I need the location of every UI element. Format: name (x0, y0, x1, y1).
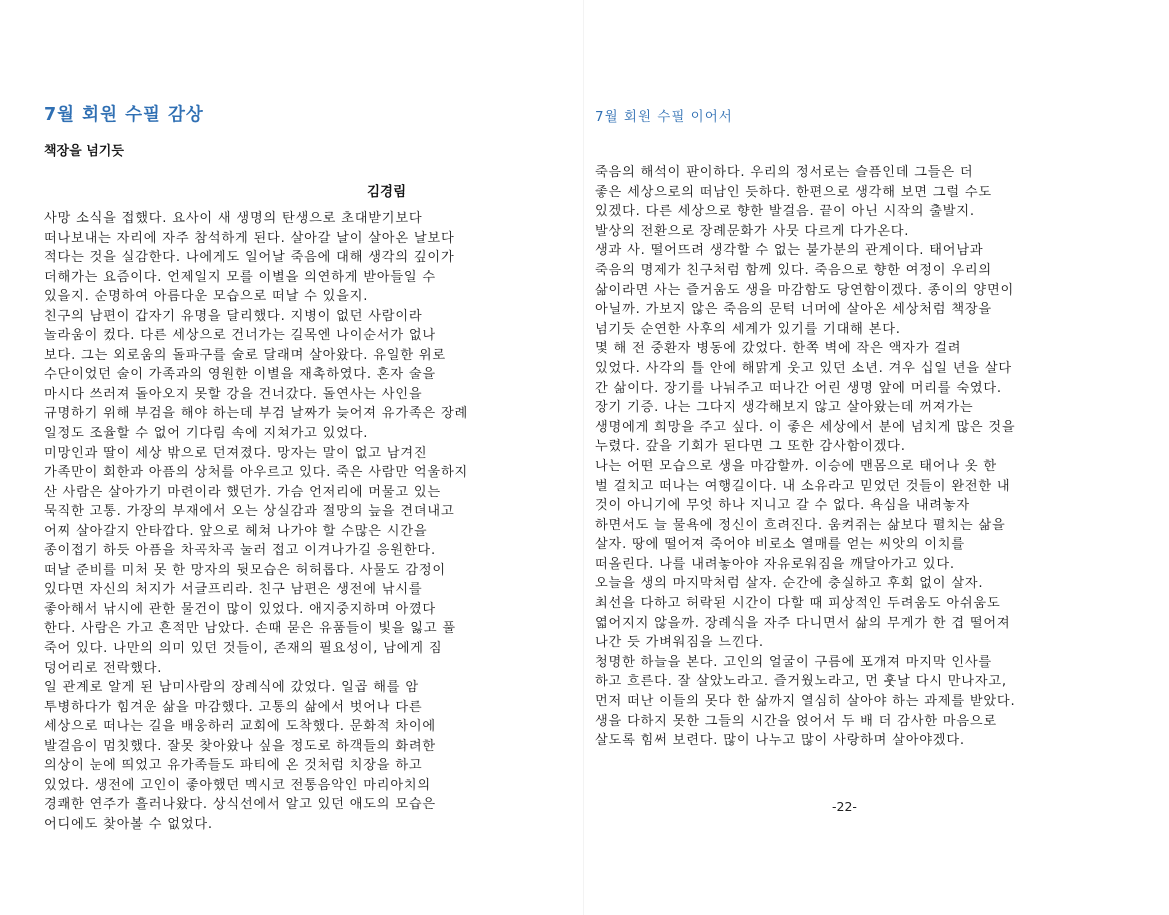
text-line: 간 삶이다. 장기를 나눠주고 떠나간 어린 생명 앞에 머리를 숙였다. (595, 380, 1002, 396)
text-line: 떠날 준비를 미처 못 한 망자의 뒷모습은 허허롭다. 사물도 감정이 (44, 562, 446, 578)
text-line: 하면서도 늘 물욕에 정신이 흐려진다. 움켜쥐는 삶보다 펼치는 삶을 (595, 517, 1006, 533)
text-line: 누렸다. 갚을 기회가 된다면 그 또한 감사함이겠다. (595, 439, 906, 455)
text-line: 나간 듯 가벼워짐을 느낀다. (595, 635, 764, 651)
essay-title: 책장을 넘기듯 (44, 144, 124, 159)
text-line: 어디에도 찾아볼 수 없었다. (44, 816, 213, 832)
text-line: 묵직한 고통. 가장의 부재에서 오는 상실감과 절망의 늪을 견뎌내고 (44, 504, 455, 520)
continued-heading: 7월 회원 수필 이어서 (595, 109, 733, 125)
text-line: 장기 기증. 나는 그다지 생각해보지 않고 살아왔는데 꺼져가는 (595, 400, 974, 416)
text-line: 수단이었던 술이 가족과의 영원한 이별을 재촉하였다. 혼자 술을 (44, 367, 436, 383)
text-line: 있겠다. 다른 세상으로 향한 발걸음. 끝이 아닌 시작의 출발지. (595, 204, 975, 220)
text-line: 사망 소식을 접했다. 요사이 새 생명의 탄생으로 초대받기보다 (44, 211, 423, 226)
text-line: 한다. 사람은 가고 흔적만 남았다. 손때 묻은 유품들이 빛을 잃고 풀 (44, 621, 456, 637)
text-line: 최선을 다하고 허락된 시간이 다할 때 피상적인 두려움도 아쉬움도 (595, 596, 1001, 612)
text-line: 의상이 눈에 띄었고 유가족들도 파티에 온 것처럼 치장을 하고 (44, 758, 423, 774)
essay-body-left (44, 209, 468, 835)
text-line: 나는 어떤 모습으로 생을 마감할까. 이승에 맨몸으로 태어나 옷 한 (595, 458, 997, 474)
text-line: 산 사람은 살아가기 마련이라 했던가. 가슴 언저리에 머물고 있는 (44, 484, 441, 500)
text-line: 죽음의 해석이 판이하다. 우리의 정서로는 슬픔인데 그들은 더 (595, 165, 974, 180)
text-line: 좋은 세상으로의 떠남인 듯하다. 한편으로 생각해 보면 그럴 수도 (595, 184, 992, 200)
text-line: 살자. 땅에 떨어져 죽어야 비로소 열매를 얻는 씨앗의 이치를 (595, 537, 965, 553)
essay-body-right (595, 163, 1015, 751)
text-line: 있다면 자신의 처지가 서글프리라. 친구 남편은 생전에 낚시를 (44, 582, 423, 598)
right-page (584, 0, 1169, 915)
text-line: 청명한 하늘을 본다. 고인의 얼굴이 구름에 포개져 마지막 인사를 (595, 654, 992, 670)
text-line: 친구의 남편이 갑자기 유명을 달리했다. 지병이 없던 사람이라 (44, 308, 423, 324)
text-line: 적다는 것을 실감한다. 나에게도 일어날 죽음에 대해 생각의 깊이가 (44, 250, 455, 266)
text-line: 하고 흐른다. 잘 살았노라고. 즐거웠노라고, 먼 훗날 다시 만나자고, (595, 674, 1007, 690)
text-line: 보다. 그는 외로움의 돌파구를 술로 달래며 살아왔다. 유일한 위로 (44, 347, 446, 363)
text-line: 규명하기 위해 부검을 해야 하는데 부검 날짜가 늦어져 유가족은 장례 (44, 406, 469, 422)
text-line: 벌 걸치고 떠나는 여행길이다. 내 소유라고 믿었던 것들이 완전한 내 (595, 478, 1011, 494)
text-line: 발걸음이 멈칫했다. 잘못 찾아왔나 싶을 정도로 하객들의 화려한 (44, 738, 436, 754)
text-line: 떠올린다. 나를 내려놓아야 자유로워짐을 깨달아가고 있다. (595, 556, 955, 572)
text-line: 종이접기 하듯 아픔을 차곡차곡 눌러 접고 이겨나가길 응원한다. (44, 543, 436, 559)
text-line: 삶이라면 사는 즐거움도 생을 마감함도 당연함이겠다. 종이의 양면이 (595, 282, 1015, 298)
text-line: 세상으로 떠나는 길을 배웅하러 교회에 도착했다. 문화적 차이에 (44, 719, 436, 735)
text-line: 일정도 조율할 수 없어 기다림 속에 지쳐가고 있었다. (44, 426, 369, 442)
text-line: 죽어 있다. 나만의 의미 있던 것들이, 존재의 필요성이, 남에게 짐 (44, 641, 443, 657)
text-line: 엷어지지 않을까. 장례식을 자주 다니면서 삶의 무게가 한 겹 떨어져 (595, 615, 1011, 631)
text-line: 투병하다가 힘겨운 삶을 마감했다. 고통의 삶에서 벗어나 다른 (44, 699, 423, 715)
text-line: 놀라움이 컸다. 다른 세상으로 건너가는 길목엔 나이순서가 없나 (44, 328, 436, 344)
text-line: 것이 아니기에 무엇 하나 지니고 갈 수 없다. 욕심을 내려놓자 (595, 498, 970, 514)
text-line: 생을 다하지 못한 그들의 시간을 얹어서 두 배 더 감사한 마음으로 (595, 713, 997, 729)
text-line: 생과 사. 떨어뜨려 생각할 수 없는 불가분의 관계이다. 태어남과 (595, 243, 984, 259)
text-line: 마시다 쓰러져 돌아오지 못할 강을 건너갔다. 돌연사는 사인을 (44, 386, 423, 402)
text-line: 어찌 살아갈지 안타깝다. 앞으로 헤쳐 나가야 할 수많은 시간을 (44, 523, 428, 539)
text-line: 아닐까. 가보지 않은 죽음의 문턱 너머에 살아온 세상처럼 책장을 (595, 302, 992, 318)
text-line: 있었다. 생전에 고인이 좋아했던 멕시코 전통음악인 마리아치의 (44, 777, 431, 793)
text-line: 일 관계로 알게 된 남미사람의 장례식에 갔었다. 일곱 해를 암 (44, 680, 419, 696)
text-line: 오늘을 생의 마지막처럼 살자. 순간에 충실하고 후회 없이 살자. (595, 576, 984, 592)
text-line: 넘기듯 순연한 사후의 세계가 있기를 기대해 본다. (595, 321, 901, 337)
text-line: 살도록 힘써 보련다. 많이 나누고 많이 사랑하며 살아야겠다. (595, 733, 965, 749)
page-heading: 7월 회원 수필 감상 (44, 105, 204, 125)
text-line: 발상의 전환으로 장례문화가 사뭇 다르게 다가온다. (595, 223, 910, 239)
text-line: 죽음의 명제가 친구처럼 함께 있다. 죽음으로 향한 여정이 우리의 (595, 262, 992, 278)
text-line: 가족만이 회한과 아픔의 상처를 아우르고 있다. 죽은 사람만 억울하지 (44, 465, 469, 481)
text-line: 떠나보내는 자리에 자주 참석하게 된다. 살아갈 날이 살아온 날보다 (44, 230, 455, 246)
text-line: 더해가는 요즘이다. 언제일지 모를 이별을 의연하게 받아들일 수 (44, 269, 436, 285)
text-line: 미망인과 딸이 세상 밖으로 던져졌다. 망자는 말이 없고 남겨진 (44, 445, 428, 461)
text-line: 몇 해 전 중환자 병동에 갔었다. 한쪽 벽에 작은 액자가 걸려 (595, 341, 962, 357)
text-line: 있을지. 순명하여 아름다운 모습으로 떠날 수 있을지. (44, 289, 369, 305)
text-line: 먼저 떠난 이들의 못다 한 삶까지 열심히 살아야 하는 과제를 받았다. (595, 694, 1016, 710)
text-line: 경쾌한 연주가 흘러나왔다. 상식선에서 알고 있던 애도의 모습은 (44, 797, 436, 813)
text-line: 덩어리로 전락했다. (44, 660, 163, 676)
text-line: 있었다. 사각의 틀 안에 해맑게 웃고 있던 소년. 겨우 십일 년을 살다 (595, 360, 1012, 376)
left-page (0, 0, 584, 915)
author-name: 김경림 (367, 184, 407, 200)
text-line: 생명에게 희망을 주고 싶다. 이 좋은 세상에서 분에 넘치게 많은 것을 (595, 419, 1016, 435)
text-line: 좋아해서 낚시에 관한 물건이 많이 있었다. 애지중지하며 아꼈다 (44, 601, 436, 617)
page-number: -22- (832, 799, 857, 814)
